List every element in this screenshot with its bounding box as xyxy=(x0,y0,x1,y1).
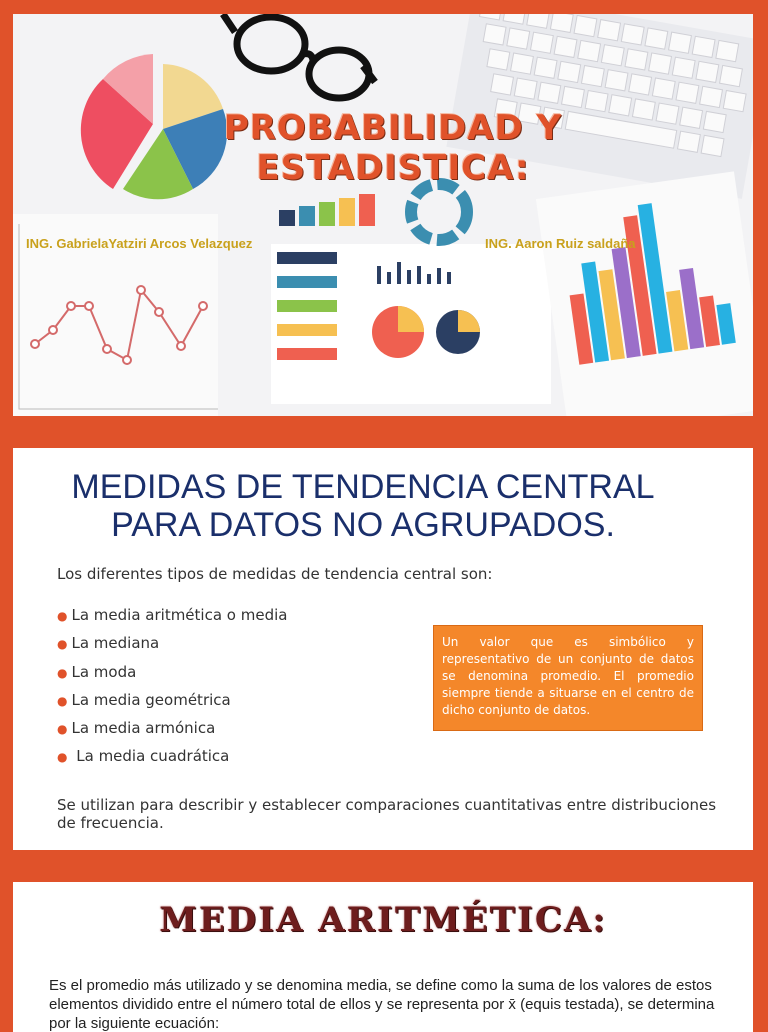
bullet-icon: ● xyxy=(57,665,68,680)
intro-text: Los diferentes tipos de medidas de tendencia central son: xyxy=(57,565,493,583)
bullet-icon: ● xyxy=(57,637,68,652)
arithmetic-mean-slide xyxy=(13,882,753,1032)
list-item xyxy=(57,634,287,662)
bullet-icon: ● xyxy=(57,693,68,708)
list-item xyxy=(57,747,287,775)
presentation-title xyxy=(133,108,653,188)
measures-list xyxy=(57,606,287,776)
bullet-icon: ● xyxy=(57,750,68,765)
infographic-icon xyxy=(271,184,551,404)
definition-callout: Un valor que es simbólico y representativo de un conjunto de datos se denomina promedio. El promedio siempre tiende a situarse en el centro de dicho conjunto de datos. xyxy=(433,625,703,731)
list-item-label: La media geométrica xyxy=(71,690,231,709)
list-item xyxy=(57,606,287,634)
list-item xyxy=(57,663,287,691)
bullet-icon: ● xyxy=(57,609,68,623)
list-item-label: La media aritmética o media xyxy=(71,606,288,624)
title-line-2: ESTADISTICA: xyxy=(256,148,530,188)
author-left: ING. GabrielaYatziri Arcos Velazquez xyxy=(26,236,253,251)
outro-text: Se utilizan para describir y establecer comparaciones cuantitativas entre distribuciones de frecuencia. xyxy=(57,796,717,832)
bar-chart-icon xyxy=(536,171,753,416)
slide-title-line-1: MEDIDAS DE TENDENCIA CENTRAL xyxy=(71,468,655,506)
title-slide xyxy=(13,14,753,416)
title-line-1: PROBABILIDAD Y xyxy=(223,108,563,148)
list-item-label: La moda xyxy=(71,662,137,681)
slide-title xyxy=(33,468,693,544)
list-item xyxy=(57,691,287,719)
list-item-label: La media cuadrática xyxy=(71,747,230,766)
bullet-icon: ● xyxy=(57,722,68,737)
chart-collage-illustration xyxy=(13,14,753,416)
glasses-icon xyxy=(223,14,375,98)
list-item xyxy=(57,719,287,747)
central-tendency-slide xyxy=(13,448,753,850)
slide-title: MEDIA ARITMÉTICA: xyxy=(159,900,607,940)
list-item-label: La media armónica xyxy=(71,719,216,738)
definition-text: Es el promedio más utilizado y se denomina media, se define como la suma de los valores de estos elementos dividido entre el número total de ellos y se representa por x̄ (equis testada), se determina por la siguiente ecuación: xyxy=(49,977,715,1032)
list-item-label: La mediana xyxy=(71,634,160,653)
slide-title-line-2: PARA DATOS NO AGRUPADOS. xyxy=(111,506,615,544)
author-right: ING. Aaron Ruiz saldaña xyxy=(485,236,636,251)
